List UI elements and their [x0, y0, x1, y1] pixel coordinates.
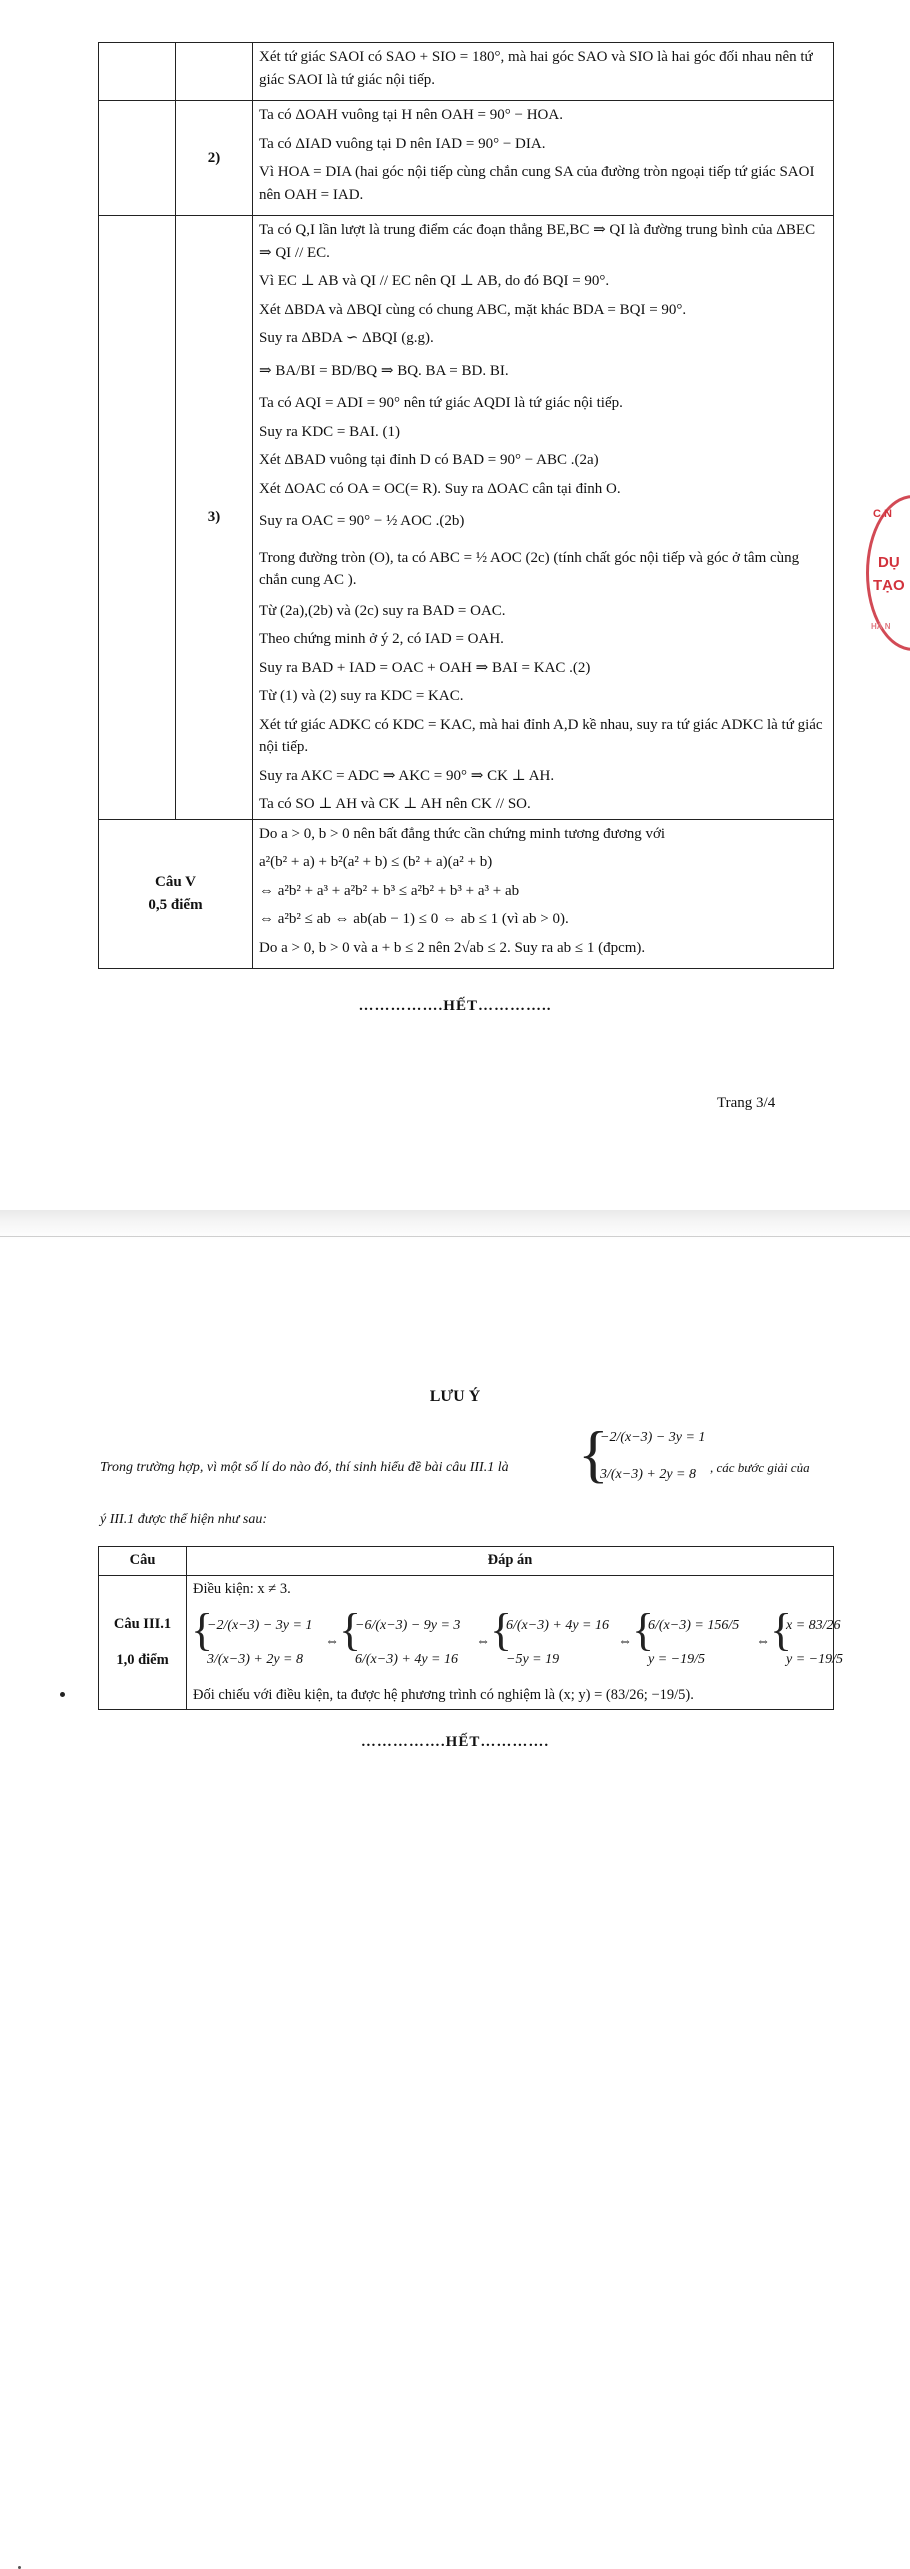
text-line: Từ (2a),(2b) và (2c) suy ra BAD = OAC. — [259, 602, 506, 619]
brace-icon: { — [578, 1418, 609, 1489]
question-label: Câu III.1 — [113, 1615, 172, 1632]
table-row — [99, 1575, 834, 1710]
end-marker: …………….HẾT…………. — [360, 1734, 550, 1750]
intro-equation: −2/(x−3) − 3y = 1 — [600, 1430, 706, 1445]
sublabel-cell: 3) — [176, 216, 253, 820]
text-line: Trong đường tròn (O), ta có ABC = ½ AOC (2c) (tính chất góc nội tiếp và góc ở tâm cùng chắn cung AC ). — [259, 549, 800, 588]
table-row — [99, 43, 834, 101]
brace-icon: { — [770, 1603, 793, 1655]
text-line: Suy ra AKC = ADC ⇒ AKC = 90° ⇒ CK ⊥ AH. — [259, 767, 555, 784]
text-line: a²(b² + a) + b²(a² + b) ≤ (b² + a)(a² + b) — [259, 854, 493, 870]
equiv-symbol: ⇔ — [476, 1633, 490, 1649]
table-row — [99, 101, 834, 216]
note-title: LƯU Ý — [429, 1388, 481, 1405]
text-line: ⇔ a²b² + a³ + a²b² + b³ ≤ a²b² + b³ + a³ + ab — [259, 882, 520, 899]
intro-text: Trong trường hợp, vì một số lí do nào đó, thí sinh hiểu đề bài câu III.1 là — [100, 1460, 509, 1475]
text-line: ⇔ a²b² ≤ ab ⇔ ab(ab − 1) ≤ 0 ⇔ ab ≤ 1 (vì ab > 0). — [259, 911, 569, 927]
text-line: Do a > 0, b > 0 nên bất đẳng thức cần chứng minh tương đương với — [259, 825, 666, 842]
question-label: Câu V — [155, 874, 196, 891]
text-line: Xét ΔBDA và ΔBQI cùng có chung ABC, mặt khác BDA = BQI = 90°. — [259, 301, 687, 318]
label-cell — [99, 1575, 187, 1710]
text-line: Ta có Q,I lần lượt là trung điểm các đoạn thẳng BE,BC ⇒ QI là đường trung bình của ΔBEC ⇒ QI // EC. — [259, 222, 816, 261]
content-cell — [187, 1575, 843, 1710]
answer-table — [98, 1546, 843, 1710]
brace-icon: { — [191, 1603, 214, 1655]
scan-dot — [60, 1692, 65, 1697]
text-line: Ta có ΔIAD vuông tại D nên IAD = 90° − DIA. — [259, 135, 546, 152]
intro-line-2: ý III.1 được thể hiện như sau: — [100, 1512, 267, 1527]
brace-icon: { — [632, 1603, 655, 1655]
text-line: Ta có ΔOAH vuông tại H nên OAH = 90° − HOA. — [259, 107, 563, 123]
brace-icon: { — [490, 1603, 513, 1655]
text-line: Ta có AQI = ADI = 90° nên tứ giác AQDI là tứ giác nội tiếp. — [259, 395, 623, 411]
conclusion-line: Đối chiếu với điều kiện, ta được hệ phương trình có nghiệm là (x; y) = (83/26; −19/5). — [193, 1686, 694, 1703]
text-line: Xét tứ giác ADKC có KDC = KAC, mà hai đỉnh A,D kề nhau, suy ra tứ giác ADKC là tứ giác nội tiếp. — [259, 716, 823, 755]
solution-table — [98, 42, 834, 969]
text-line: ⇒ BA/BI = BD/BQ ⇒ BQ. BA = BD. BI. — [259, 362, 509, 379]
equation-chain: { −2/(x−3) − 3y = 1 3/(x−3) + 2y = 8 ⇔ { −6/(x−3) − 9y = 3 6/(x−3) + 4y = 16 ⇔ { 6/(x−3) + 4y = 16 −5y = 19 ⇔ { 6/(x−3) = 156/5 y = −19/5 ⇔ { x = 83/26 y = −19/5 — [191, 1603, 843, 1667]
text-line: Suy ra OAC = 90° − ½ AOC .(2b) — [259, 513, 465, 529]
answer-key-page-4 — [0, 1240, 910, 1800]
header-cau: Câu — [99, 1547, 187, 1576]
text-line: Từ (1) và (2) suy ra KDC = KAC. — [259, 688, 464, 704]
sublabel-cell: 2) — [176, 101, 253, 216]
equiv-symbol: ⇔ — [756, 1633, 770, 1649]
intro-tail: , các bước giải của — [710, 1460, 810, 1475]
page-separator-line — [0, 1236, 910, 1237]
school-stamp: C.N DỤ TẠO HÀ N — [866, 495, 910, 651]
points-label: 1,0 điểm — [116, 1651, 169, 1668]
content-cell — [253, 216, 834, 820]
intro-equation: 3/(x−3) + 2y = 8 — [600, 1467, 696, 1482]
content-cell — [253, 819, 834, 969]
page-number: Trang 3/4 — [717, 1095, 776, 1111]
header-dap-an: Đáp án — [187, 1547, 834, 1576]
text-line: Vì EC ⊥ AB và QI // EC nên QI ⊥ AB, do đó BQI = 90°. — [259, 273, 610, 289]
table-row — [99, 819, 834, 969]
condition-line: Điều kiện: x ≠ 3. — [193, 1580, 291, 1597]
sublabel-cell — [176, 43, 253, 101]
text-line: Ta có SO ⊥ AH và CK ⊥ AH nên CK // SO. — [259, 796, 531, 812]
text-line: Xét ΔBAD vuông tại đỉnh D có BAD = 90° − ABC .(2a) — [259, 452, 599, 468]
text-line: Suy ra KDC = BAI. (1) — [259, 423, 400, 440]
text-line: Vì HOA = DIA (hai góc nội tiếp cùng chắn cung SA của đường tròn ngoại tiếp tứ giác SAOI nên OAH = IAD. — [259, 164, 815, 203]
equiv-symbol: ⇔ — [325, 1633, 339, 1649]
text-line: Suy ra ΔBDA ∽ ΔBQI (g.g). — [259, 330, 434, 346]
brace-icon: { — [339, 1603, 362, 1655]
table-header-row — [99, 1547, 834, 1576]
text-line: Do a > 0, b > 0 và a + b ≤ 2 nên 2√ab ≤ 2. Suy ra ab ≤ 1 (đpcm). — [259, 939, 646, 956]
text-line: Theo chứng minh ở ý 2, có IAD = OAH. — [259, 631, 504, 647]
answer-key-page-3 — [0, 0, 910, 1210]
content-cell — [253, 101, 834, 216]
points-label: 0,5 điểm — [148, 896, 203, 913]
text-line: Xét tứ giác SAOI có SAO + SIO = 180°, mà hai góc SAO và SIO là hai góc đối nhau nên tứ giác SAOI là tứ giác nội tiếp. — [259, 49, 813, 88]
note-intro — [100, 1418, 820, 1502]
label-cell — [99, 43, 176, 101]
text-line: Suy ra BAD + IAD = OAC + OAH ⇒ BAI = KAC .(2) — [259, 659, 591, 676]
content-cell — [253, 43, 834, 101]
label-cell — [99, 819, 253, 969]
equiv-symbol: ⇔ — [618, 1633, 632, 1649]
end-marker: …………….HẾT………….. — [358, 998, 552, 1014]
text-line: Xét ΔOAC có OA = OC(= R). Suy ra ΔOAC cân tại đỉnh O. — [259, 480, 621, 497]
table-row — [99, 216, 834, 820]
